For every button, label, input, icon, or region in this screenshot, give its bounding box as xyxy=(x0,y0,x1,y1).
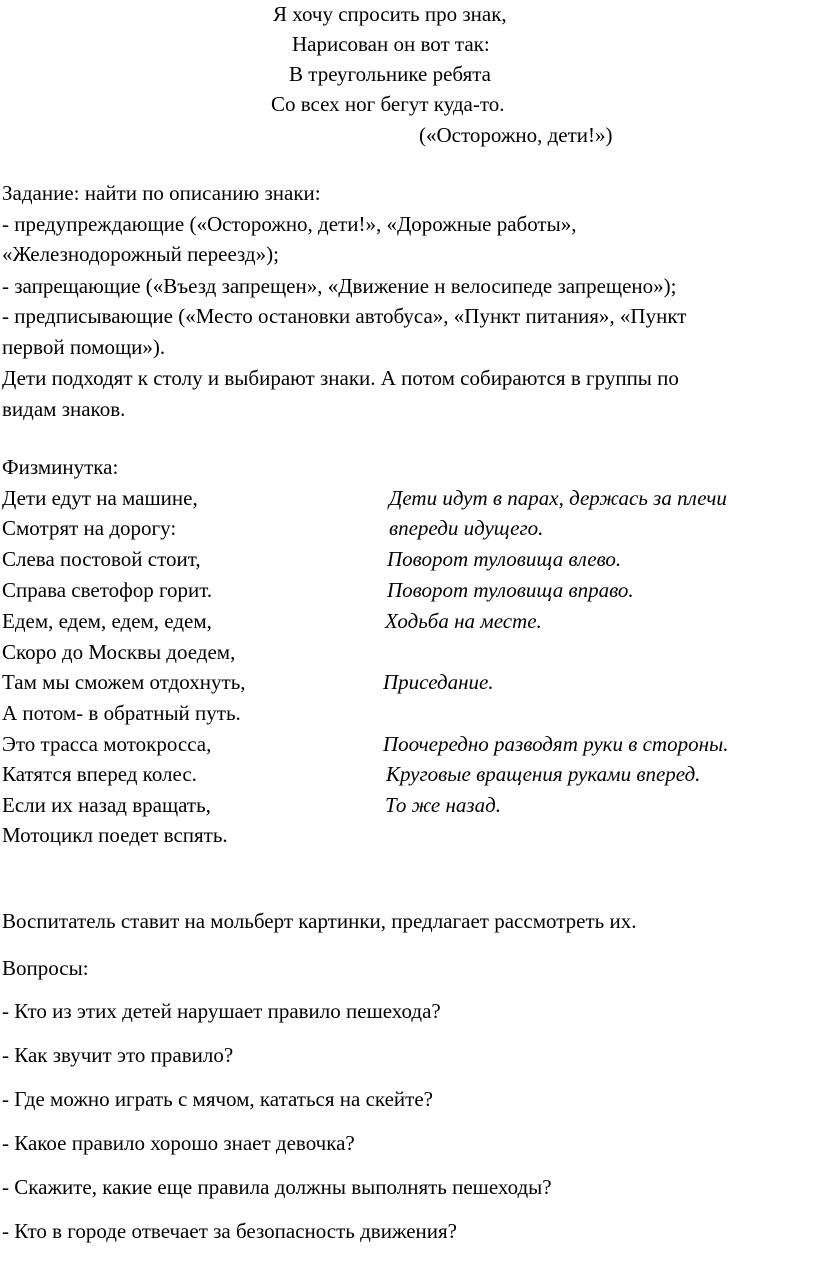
questions-label: Вопросы: xyxy=(2,956,89,980)
poem-line-3: В треугольнике ребята xyxy=(289,62,491,86)
task-line-6: первой помощи»). xyxy=(2,335,166,359)
action-line: Дети идут в парах, держась за плечи xyxy=(389,486,727,510)
question-item: - Скажите, какие еще правила должны выполнять пешеходы? xyxy=(2,1175,552,1199)
task-line-8: видам знаков. xyxy=(2,397,126,421)
verse-line: Дети едут на машине, xyxy=(2,486,198,510)
action-line: впереди идущего. xyxy=(389,516,544,540)
action-line: Поочередно разводят руки в стороны. xyxy=(383,732,729,756)
task-line-7: Дети подходят к столу и выбирают знаки. А потом собираются в группы по xyxy=(2,366,679,390)
conversation-intro: Воспитатель ставит на мольберт картинки, предлагает рассмотреть их. xyxy=(2,909,637,933)
verse-line: Справа светофор горит. xyxy=(2,578,213,602)
action-line: То же назад. xyxy=(385,793,501,817)
task-line-4: - запрещающие («Въезд запрещен», «Движение н велосипеде запрещено»); xyxy=(2,274,677,298)
verse-line: Это трасса мотокросса, xyxy=(2,732,212,756)
verse-line: Мотоцикл поедет вспять. xyxy=(2,823,228,847)
verse-line: Слева постовой стоит, xyxy=(2,547,201,571)
task-line-1: Задание: найти по описанию знаки: xyxy=(2,181,321,205)
action-line: Поворот туловища влево. xyxy=(387,547,622,571)
action-line: Ходьба на месте. xyxy=(385,609,542,633)
verse-line: Если их назад вращать, xyxy=(2,793,211,817)
action-line: Поворот туловища вправо. xyxy=(387,578,634,602)
question-item: - Где можно играть с мячом, кататься на скейте? xyxy=(2,1087,433,1111)
question-item: - Какое правило хорошо знает девочка? xyxy=(2,1131,355,1155)
fizminutka-title: Физминутка: xyxy=(2,455,119,479)
poem-line-2: Нарисован он вот так: xyxy=(292,32,490,56)
poem-answer: («Осторожно, дети!») xyxy=(419,123,613,147)
question-item: - Кто из этих детей нарушает правило пешехода? xyxy=(2,999,441,1023)
verse-line: Едем, едем, едем, едем, xyxy=(2,609,212,633)
action-line: Приседание. xyxy=(383,670,494,694)
task-line-3: «Железнодорожный переезд»); xyxy=(2,242,279,266)
verse-line: А потом- в обратный путь. xyxy=(2,701,241,725)
task-line-2: - предупреждающие («Осторожно, дети!», «Дорожные работы», xyxy=(2,212,577,236)
question-item: - Как звучит это правило? xyxy=(2,1043,234,1067)
task-line-5: - предписывающие («Место остановки автобуса», «Пункт питания», «Пункт xyxy=(2,304,687,328)
action-line: Круговые вращения руками вперед. xyxy=(386,762,701,786)
poem-line-1: Я хочу спросить про знак, xyxy=(273,2,507,26)
verse-line: Смотрят на дорогу: xyxy=(2,516,177,540)
verse-line: Катятся вперед колес. xyxy=(2,762,197,786)
poem-line-4: Со всех ног бегут куда-то. xyxy=(271,92,505,116)
verse-line: Там мы сможем отдохнуть, xyxy=(2,670,246,694)
question-item: - Кто в городе отвечает за безопасность движения? xyxy=(2,1219,457,1243)
verse-line: Скоро до Москвы доедем, xyxy=(2,640,236,664)
